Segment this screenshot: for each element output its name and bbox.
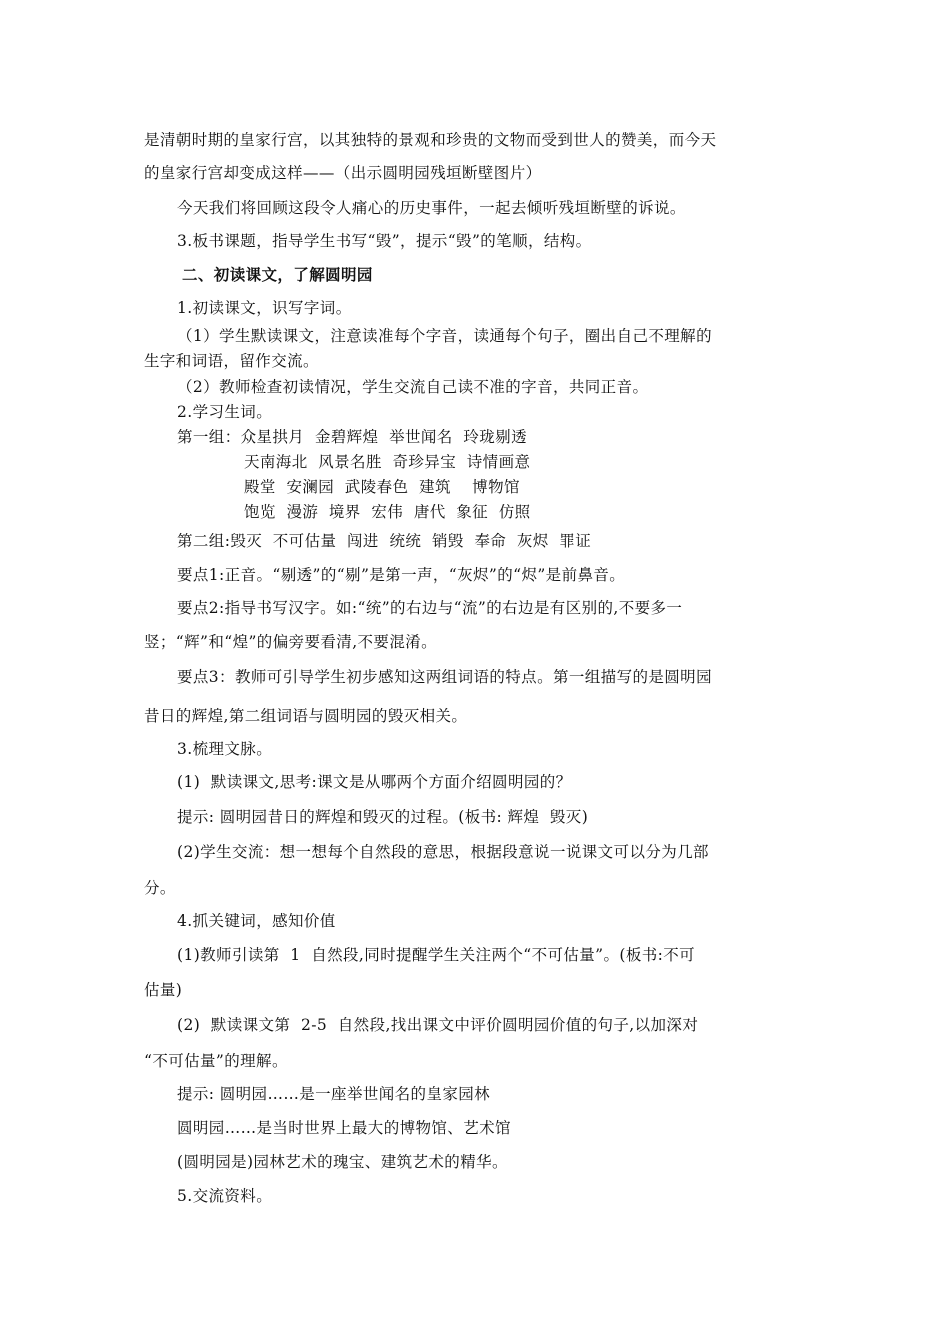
- text-line: 1.初读课文，识写字词。: [177, 299, 352, 317]
- text-line: 要点3：教师可引导学生初步感知这两组词语的特点。第一组描写的是圆明园: [177, 668, 712, 686]
- text-line: 昔日的辉煌,第二组词语与圆明园的毁灭相关。: [144, 707, 468, 725]
- text-line: 4.抓关键词，感知价值: [177, 912, 336, 930]
- text-line: 要点2:指导书写汉字。如:“统”的右边与“流”的右边是有区别的,不要多一: [177, 599, 683, 617]
- text-line: 圆明园……是当时世界上最大的博物馆、艺术馆: [177, 1119, 511, 1137]
- text-line: 分。: [144, 879, 176, 897]
- text-line: 3.梳理文脉。: [177, 740, 273, 758]
- text-line: “不可估量”的理解。: [144, 1052, 288, 1070]
- text-line: （2）教师检查初读情况，学生交流自己读不准的字音，共同正音。: [177, 378, 649, 396]
- text-line: 的皇家行宫却变成这样——（出示圆明园残垣断壁图片）: [144, 164, 542, 182]
- text-line: 提示: 圆明园昔日的辉煌和毁灭的过程。(板书: 辉煌 毁灭): [177, 808, 589, 826]
- text-line: 提示: 圆明园……是一座举世闻名的皇家园林: [177, 1085, 491, 1103]
- text-line: (圆明园是)园林艺术的瑰宝、建筑艺术的精华。: [177, 1153, 508, 1171]
- text-line: 5.交流资料。: [177, 1187, 273, 1205]
- text-line: (1) 默读课文,思考:课文是从哪两个方面介绍圆明园的？: [177, 773, 572, 791]
- text-line: （1）学生默读课文，注意读准每个字音，读通每个句子，圈出自己不理解的: [177, 327, 712, 345]
- section-heading: 二、初读课文，了解圆明园: [182, 266, 373, 284]
- text-line: 竖；“辉”和“煌”的偏旁要看清,不要混淆。: [144, 633, 438, 651]
- vocab-line: 天南海北 风景名胜 奇珍异宝 诗情画意: [244, 453, 531, 471]
- vocab-line: 饱览 漫游 境界 宏伟 唐代 象征 仿照: [244, 503, 531, 521]
- text-line: 是清朝时期的皇家行宫，以其独特的景观和珍贵的文物而受到世人的赞美，而今天: [144, 131, 717, 149]
- vocab-group-2: 第二组:毁灭 不可估量 闯进 统统 销毁 奉命 灰烬 罪证: [177, 532, 592, 550]
- text-line: 要点1:正音。“剔透”的“剔”是第一声，“灰烬”的“烬”是前鼻音。: [177, 566, 626, 584]
- text-line: (2)学生交流：想一想每个自然段的意思，根据段意说一说课文可以分为几部: [177, 843, 709, 861]
- text-line: 3.板书课题，指导学生书写“毁”，提示“毁”的笔顺，结构。: [177, 232, 592, 250]
- vocab-group-1: 第一组：众星拱月 金碧辉煌 举世闻名 玲珑剔透: [177, 428, 527, 446]
- vocab-line: 殿堂 安澜园 武陵春色 建筑 博物馆: [244, 478, 520, 496]
- text-line: 2.学习生词。: [177, 403, 273, 421]
- text-line: 估量): [144, 981, 183, 999]
- text-line: (1)教师引读第 1 自然段,同时提醒学生关注两个“不可估量”。(板书:不可: [177, 946, 696, 964]
- text-line: 生字和词语，留作交流。: [144, 352, 319, 370]
- text-line: (2) 默读课文第 2-5 自然段,找出课文中评价圆明园价值的句子,以加深对: [177, 1016, 699, 1034]
- text-line: 今天我们将回顾这段令人痛心的历史事件，一起去倾听残垣断壁的诉说。: [177, 199, 686, 217]
